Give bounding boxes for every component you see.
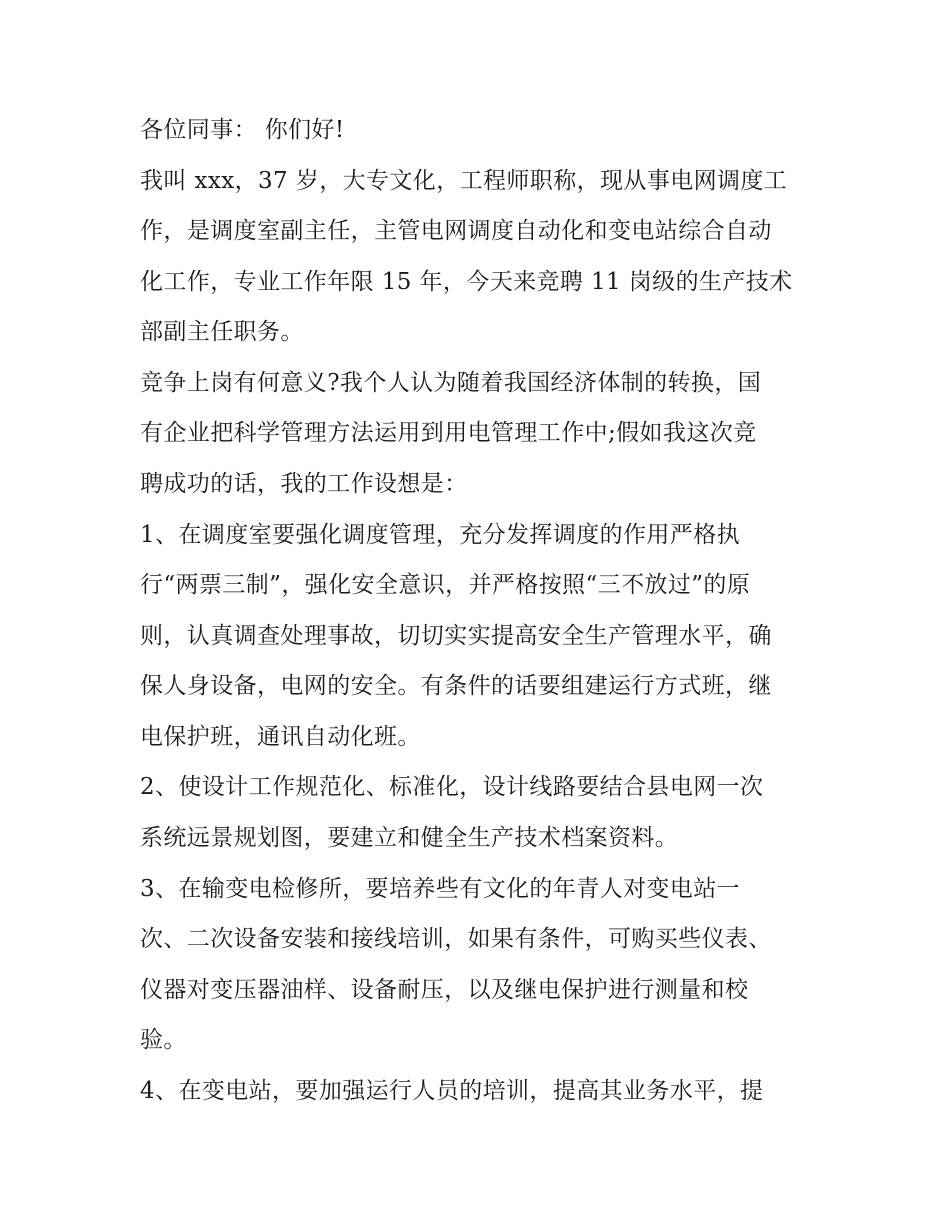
text-line: 保人身设备，电网的安全。有条件的话要组建运行方式班，继 <box>140 673 772 699</box>
text-line: 聘成功的话，我的工作设想是： <box>140 471 468 497</box>
text-line: 作，是调度室副主任，主管电网调度自动化和变电站综合自动 <box>140 218 772 244</box>
text-line: 有企业把科学管理方法运用到用电管理工作中;假如我这次竞 <box>140 420 757 446</box>
greeting-line: 各位同事： 你们好! <box>140 117 345 143</box>
text-line: 则，认真调查处理事故，切切实实提高安全生产管理水平，确 <box>140 623 772 649</box>
text-line: 我叫 xxx，37 岁，大专文化，工程师职称，现从事电网调度工 <box>140 168 788 194</box>
text-line: 部副主任职务。 <box>140 319 304 345</box>
text-line: 1、在调度室要强化调度管理，充分发挥调度的作用严格执 <box>140 522 741 548</box>
text-line: 行“两票三制”，强化安全意识，并严格按照“三不放过”的原 <box>140 572 751 598</box>
text-line: 2、使设计工作规范化、标准化，设计线路要结合县电网一次 <box>140 774 764 800</box>
text-line: 3、在输变电检修所，要培养些有文化的年青人对变电站一 <box>140 876 741 902</box>
text-line: 化工作，专业工作年限 15 年，今天来竞聘 11 岗级的生产技术 <box>140 269 793 295</box>
text-line: 系统远景规划图，要建立和健全生产技术档案资料。 <box>140 825 679 851</box>
text-line: 仪器对变压器油样、设备耐压，以及继电保护进行测量和校 <box>140 977 749 1003</box>
text-line: 验。 <box>140 1027 187 1053</box>
text-line: 电保护班，通讯自动化班。 <box>140 724 421 750</box>
text-line: 竞争上岗有何意义?我个人认为随着我国经济体制的转换，国 <box>140 370 762 396</box>
text-line: 4、在变电站，要加强运行人员的培训，提高其业务水平，提 <box>140 1078 764 1104</box>
text-line: 次、二次设备安装和接线培训，如果有条件，可购买些仪表、 <box>140 926 772 952</box>
